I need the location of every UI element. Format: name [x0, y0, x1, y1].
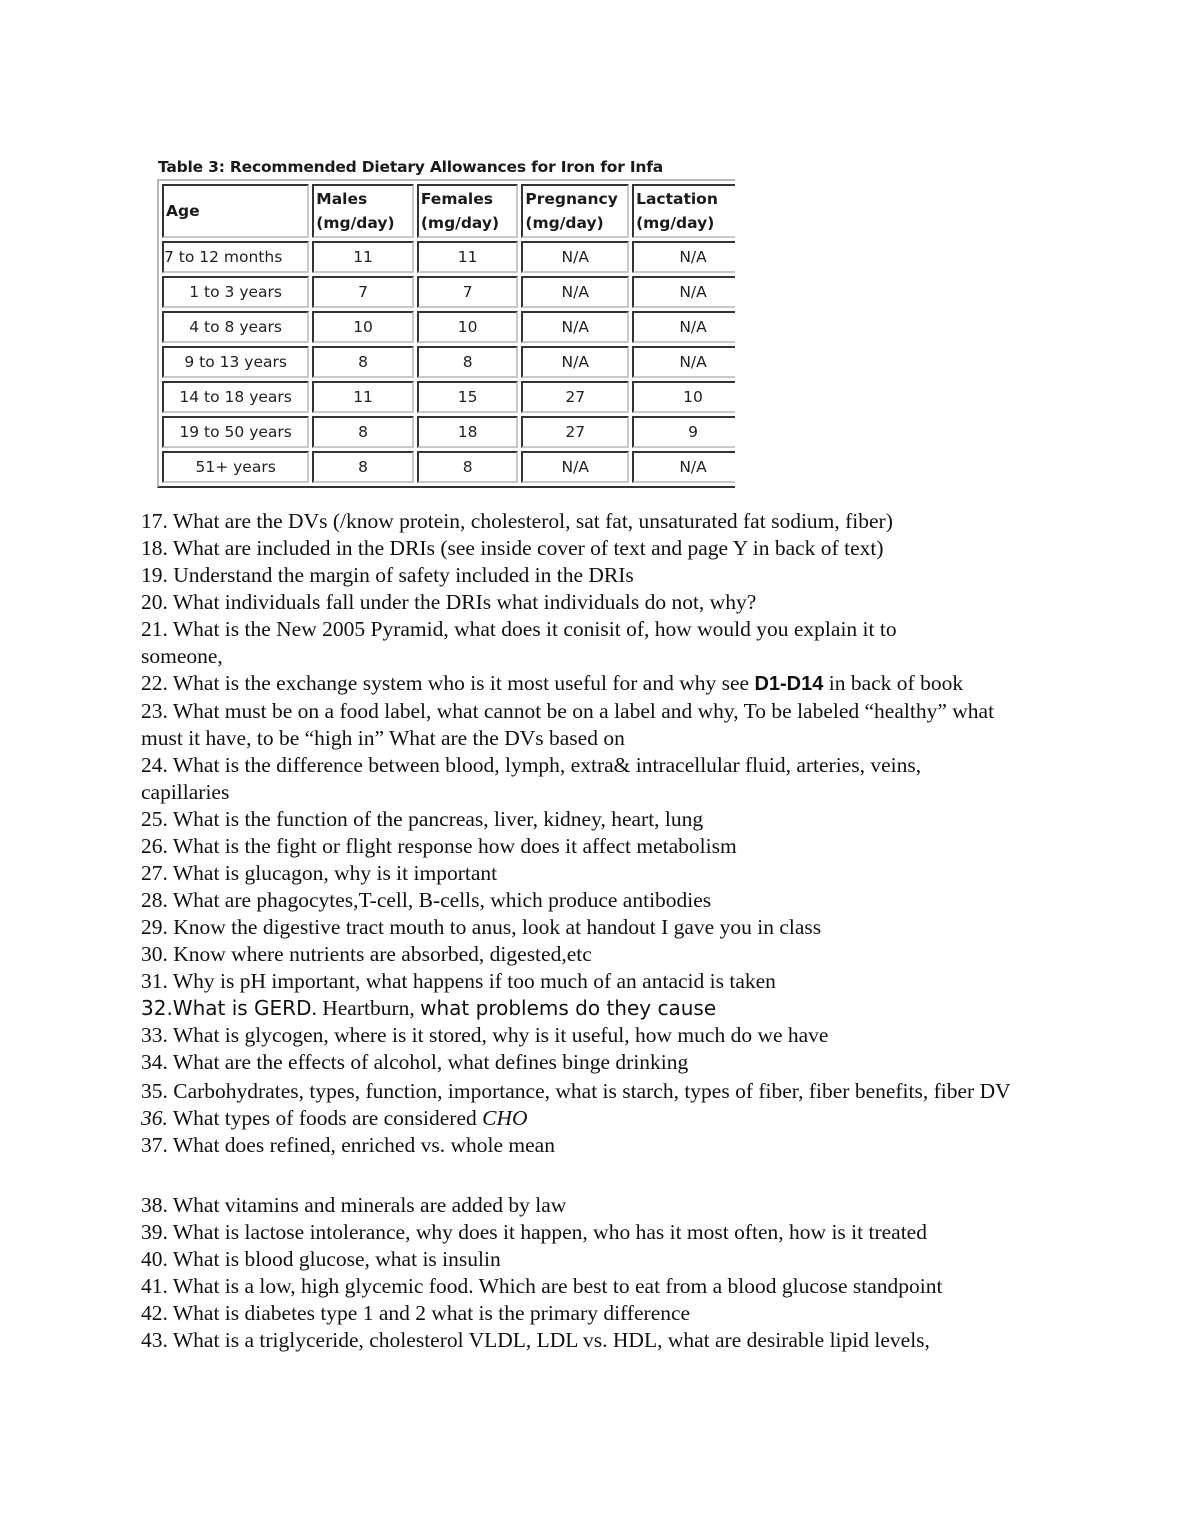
header-age: Age — [162, 184, 309, 238]
cell-males: 7 — [312, 276, 414, 308]
question-25: 25. What is the function of the pancreas, liver, kidney, heart, lung — [141, 807, 704, 831]
question-32-problems: what problems do they cause — [420, 996, 717, 1020]
cell-males: 8 — [312, 451, 414, 483]
cell-pregnancy: 27 — [521, 381, 629, 413]
table-header-row — [162, 184, 735, 238]
table-row — [162, 276, 735, 308]
table-row — [162, 346, 735, 378]
cell-lactation: N/A — [632, 451, 735, 483]
cell-lactation: N/A — [632, 241, 735, 273]
header-females-label: Females — [420, 190, 493, 208]
cell-males: 11 — [312, 381, 414, 413]
header-lactation-unit: (mg/day) — [636, 214, 715, 232]
question-27: 27. What is glucagon, why is it important — [141, 861, 498, 885]
iron-rda-table — [157, 179, 735, 488]
question-36-cho: CHO — [482, 1106, 528, 1130]
question-21: 21. What is the New 2005 Pyramid, what does it conisit of, how would you explain it to someone, — [141, 617, 902, 668]
table-row — [162, 311, 735, 343]
question-32 — [141, 995, 1061, 1022]
question-30: 30. Know where nutrients are absorbed, digested,etc — [141, 942, 592, 966]
question-32-gerd: 32.What is GERD — [141, 996, 312, 1020]
question-41: 41. What is a low, high glycemic food. Which are best to eat from a blood glucose standpoint — [141, 1274, 943, 1298]
cell-males: 8 — [312, 346, 414, 378]
cell-females: 8 — [417, 451, 519, 483]
cell-females: 11 — [417, 241, 519, 273]
header-pregnancy-label: Pregnancy — [525, 190, 618, 208]
table-row — [162, 241, 735, 273]
cell-females: 15 — [417, 381, 519, 413]
question-19: 19. Understand the margin of safety included in the DRIs — [141, 563, 634, 587]
study-questions-list — [141, 508, 1061, 1354]
question-39: 39. What is lactose intolerance, why does it happen, who has it most often, how is it treated — [141, 1220, 927, 1244]
blank-line — [141, 1159, 1061, 1192]
question-22-text: 22. What is the exchange system who is it most useful for and why see — [141, 671, 755, 695]
question-28: 28. What are phagocytes,T-cell, B-cells, which produce antibodies — [141, 888, 712, 912]
cell-lactation: 9 — [632, 416, 735, 448]
table-row — [162, 381, 735, 413]
cell-pregnancy: N/A — [521, 276, 629, 308]
cell-age: 51+ years — [162, 451, 309, 483]
cell-pregnancy: N/A — [521, 311, 629, 343]
cell-females: 7 — [417, 276, 519, 308]
cell-females: 8 — [417, 346, 519, 378]
question-35: 35. Carbohydrates, types, function, importance, what is starch, types of fiber, fiber benefits, fiber DV — [141, 1079, 1011, 1103]
question-36 — [141, 1105, 1061, 1132]
question-31: 31. Why is pH important, what happens if too much of an antacid is taken — [141, 969, 776, 993]
cell-lactation: 10 — [632, 381, 735, 413]
question-43: 43. What is a triglyceride, cholesterol VLDL, LDL vs. HDL, what are desirable lipid levels, — [141, 1328, 930, 1352]
question-36-text: What types of foods are considered — [167, 1106, 483, 1130]
question-26: 26. What is the fight or flight response how does it affect metabolism — [141, 834, 737, 858]
question-37: 37. What does refined, enriched vs. whole mean — [141, 1133, 555, 1157]
question-24: 24. What is the difference between blood, lymph, extra& intracellular fluid, arteries, veins, capillaries — [141, 753, 927, 804]
cell-pregnancy: N/A — [521, 451, 629, 483]
cell-males: 10 — [312, 311, 414, 343]
iron-rda-table-image — [157, 155, 735, 495]
question-20: 20. What individuals fall under the DRIs what individuals do not, why? — [141, 590, 757, 614]
table-title: Table 3: Recommended Dietary Allowances for Iron for Infa — [158, 158, 664, 176]
question-33: 33. What is glycogen, where is it stored, why is it useful, how much do we have — [141, 1023, 829, 1047]
question-22 — [141, 670, 1061, 698]
question-42: 42. What is diabetes type 1 and 2 what is the primary difference — [141, 1301, 691, 1325]
cell-females: 18 — [417, 416, 519, 448]
cell-age: 9 to 13 years — [162, 346, 309, 378]
cell-lactation: N/A — [632, 311, 735, 343]
table-row — [162, 451, 735, 483]
cell-pregnancy: 27 — [521, 416, 629, 448]
cell-age: 14 to 18 years — [162, 381, 309, 413]
header-lactation-label: Lactation — [636, 190, 718, 208]
header-males — [312, 184, 414, 238]
question-23: 23. What must be on a food label, what cannot be on a label and why, To be labeled “healthy” what must it have, to be “high in” What are the DVs based on — [141, 699, 1000, 750]
question-38: 38. What vitamins and minerals are added by law — [141, 1193, 567, 1217]
cell-pregnancy: N/A — [521, 241, 629, 273]
cell-lactation: N/A — [632, 346, 735, 378]
question-40: 40. What is blood glucose, what is insulin — [141, 1247, 501, 1271]
cell-pregnancy: N/A — [521, 346, 629, 378]
question-34: 34. What are the effects of alcohol, what defines binge drinking — [141, 1050, 689, 1074]
header-females-unit: (mg/day) — [420, 214, 500, 232]
question-29: 29. Know the digestive tract mouth to anus, look at handout I gave you in class — [141, 915, 822, 939]
header-pregnancy — [521, 184, 629, 238]
cell-age: 19 to 50 years — [162, 416, 309, 448]
cell-age: 1 to 3 years — [162, 276, 309, 308]
question-17: 17. What are the DVs (/know protein, cholesterol, sat fat, unsaturated fat sodium, fiber) — [141, 509, 893, 533]
header-pregnancy-unit: (mg/day) — [525, 214, 604, 232]
question-36-number: 36. — [141, 1106, 168, 1130]
table-row — [162, 416, 735, 448]
question-18: 18. What are included in the DRIs (see inside cover of text and page Y in back of text) — [141, 536, 884, 560]
cell-age: 7 to 12 months — [162, 241, 309, 273]
question-22-page-ref: D1-D14 — [754, 673, 824, 695]
question-32-heartburn: . Heartburn, — [311, 996, 421, 1020]
header-females — [417, 184, 519, 238]
question-22-text-end: in back of book — [823, 671, 964, 695]
header-males-unit: (mg/day) — [316, 214, 395, 232]
cell-males: 11 — [312, 241, 414, 273]
header-lactation — [632, 184, 735, 238]
cell-males: 8 — [312, 416, 414, 448]
header-males-label: Males — [316, 190, 368, 208]
cell-lactation: N/A — [632, 276, 735, 308]
cell-age: 4 to 8 years — [162, 311, 309, 343]
cell-females: 10 — [417, 311, 519, 343]
